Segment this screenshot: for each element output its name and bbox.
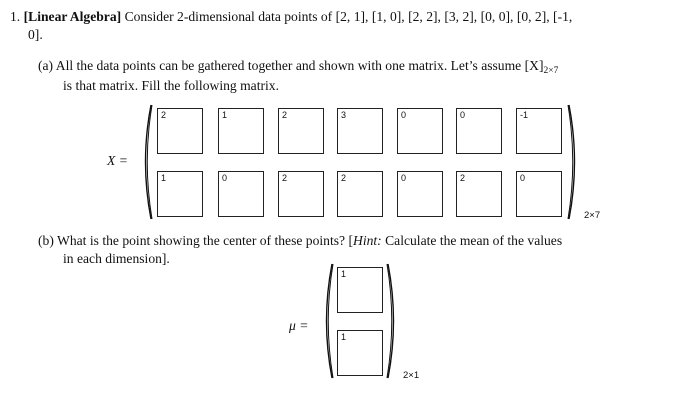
matrix-x-cell[interactable] — [278, 171, 324, 217]
part-a-text — [38, 57, 558, 95]
matrix-x-cell[interactable] — [218, 108, 264, 154]
cell-value: 3 — [341, 110, 347, 120]
left-parenthesis-icon — [320, 263, 334, 379]
cell-value: 0 — [401, 173, 407, 183]
vector-mu-label: μ = — [289, 318, 309, 333]
part-b-hint-label: Hint: — [353, 233, 382, 248]
vector-mu-dimensions: 2×1 — [403, 370, 420, 381]
cell-value: 2 — [282, 110, 288, 120]
matrix-x-cell[interactable] — [337, 108, 383, 154]
matrix-x-cell[interactable] — [157, 171, 203, 217]
part-a-line1: All the data points can be gathered together and shown with one matrix. Let’s assume [X] — [55, 58, 544, 73]
part-a-line2: is that matrix. Fill the following matrix. — [63, 78, 279, 93]
question-1 — [10, 8, 572, 44]
question-intro-line1: Consider 2-dimensional data points of [2, 1], [1, 0], [2, 2], [3, 2], [0, 0], [0, 2], [-1, — [124, 9, 573, 24]
part-b-label: (b) — [38, 233, 54, 248]
cell-value: 2 — [460, 173, 466, 183]
part-b-text — [38, 232, 562, 268]
part-b-line2: in each dimension]. — [63, 251, 170, 266]
part-a-label: (a) — [38, 58, 54, 73]
vector-mu-cell[interactable] — [337, 267, 383, 313]
part-a-line1-subscript: 2×7 — [543, 66, 559, 76]
cell-value: 2 — [161, 110, 167, 120]
right-parenthesis-icon — [386, 263, 400, 379]
cell-value: 1 — [161, 173, 167, 183]
matrix-x-cell[interactable] — [337, 171, 383, 217]
cell-value: 2 — [282, 173, 288, 183]
matrix-x-cell[interactable] — [397, 171, 443, 217]
matrix-x-cell[interactable] — [456, 108, 502, 154]
matrix-x-cell[interactable] — [397, 108, 443, 154]
cell-value: 0 — [460, 110, 466, 120]
matrix-x-dimensions: 2×7 — [584, 210, 601, 221]
cell-value: 1 — [341, 269, 347, 279]
vector-mu-cell[interactable] — [337, 330, 383, 376]
cell-value: 0 — [222, 173, 228, 183]
matrix-x-cell[interactable] — [218, 171, 264, 217]
question-intro-line2: 0]. — [28, 27, 43, 42]
cell-value: 1 — [222, 110, 228, 120]
cell-value: -1 — [520, 110, 529, 120]
left-parenthesis-icon — [139, 104, 153, 220]
question-number: 1. — [10, 9, 21, 24]
matrix-x-label: X = — [107, 153, 128, 168]
part-b-line1-post: Calculate the mean of the values — [381, 233, 563, 248]
cell-value: 0 — [401, 110, 407, 120]
matrix-x-cell[interactable] — [516, 171, 562, 217]
part-b-line1-pre: What is the point showing the center of these points? [ — [57, 233, 353, 248]
matrix-x-cell[interactable] — [456, 171, 502, 217]
cell-value: 0 — [520, 173, 526, 183]
matrix-x-cell[interactable] — [278, 108, 324, 154]
matrix-x-cell[interactable] — [157, 108, 203, 154]
cell-value: 2 — [341, 173, 347, 183]
matrix-x-cell[interactable] — [516, 108, 562, 154]
question-topic: [Linear Algebra] — [23, 9, 122, 24]
cell-value: 1 — [341, 332, 347, 342]
right-parenthesis-icon — [567, 104, 581, 220]
